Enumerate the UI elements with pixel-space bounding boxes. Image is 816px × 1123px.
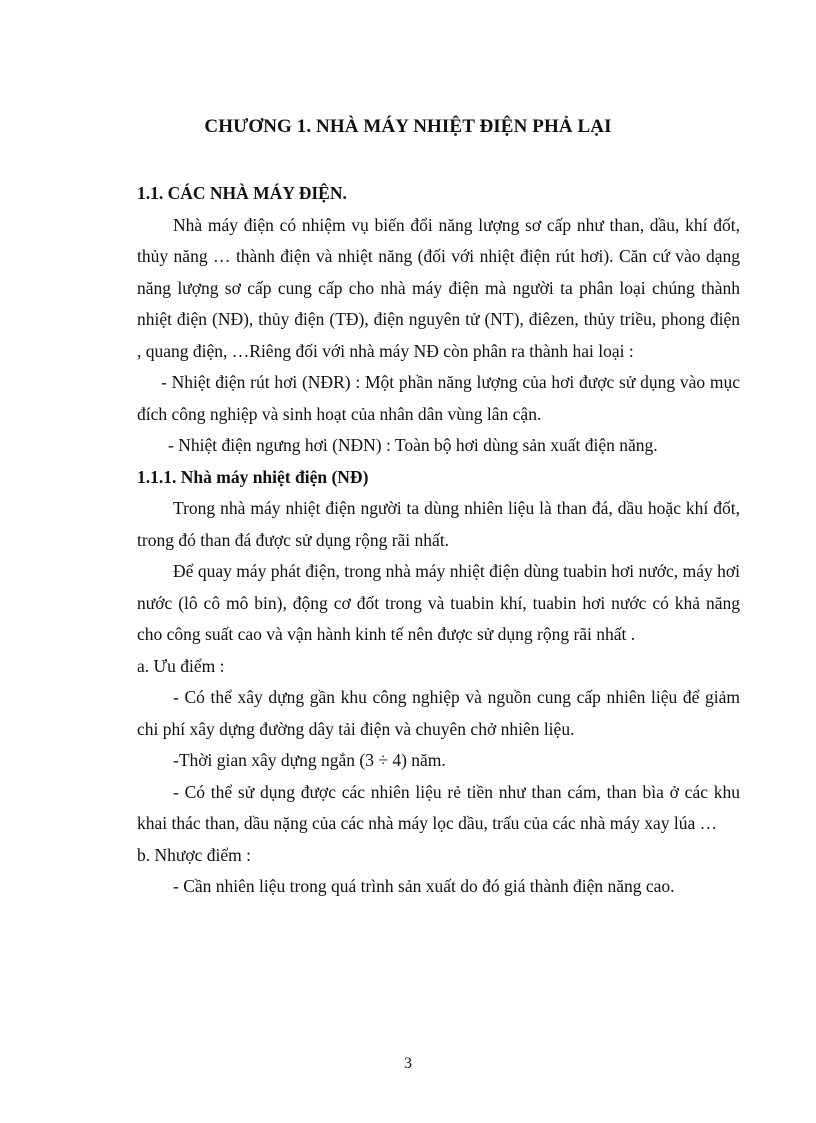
- document-body: [137, 178, 740, 903]
- list-item-ndr: - Nhiệt điện rút hơi (NĐR) : Một phần năng lượng của hơi được sử dụng vào mục đích công nghiệp và sinh hoạt của nhân dân vùng lân cận.: [137, 372, 740, 424]
- paragraph-fuel: Trong nhà máy nhiệt điện người ta dùng nhiên liệu là than đá, dầu hoặc khí đốt, trong đó than đá được sử dụng rộng rãi nhất.: [137, 498, 740, 550]
- disadvantage-item-1: - Cần nhiên liệu trong quá trình sản xuất do đó giá thành điện năng cao.: [173, 876, 675, 896]
- advantage-item-1: - Có thể xây dựng gần khu công nghiệp và nguồn cung cấp nhiên liệu để giảm chi phí xây dựng đường dây tải điện và chuyên chở nhiên liệu.: [137, 687, 740, 739]
- list-item-ndn: - Nhiệt điện ngưng hơi (NĐN) : Toàn bộ hơi dùng sản xuất điện năng.: [168, 435, 658, 455]
- chapter-title: CHƯƠNG 1. NHÀ MÁY NHIỆT ĐIỆN PHẢ LẠI: [204, 116, 612, 137]
- section-heading-1-1: 1.1. CÁC NHÀ MÁY ĐIỆN.: [137, 183, 347, 203]
- paragraph-turbine: Để quay máy phát điện, trong nhà máy nhiệt điện dùng tuabin hơi nước, máy hơi nước (lô cô mô bin), động cơ đốt trong và tuabin khí, tuabin hơi nước có khả năng cho công suất cao và vận hành kinh tế nên được sử dụng rộng rãi nhất .: [137, 561, 740, 644]
- advantage-item-2: -Thời gian xây dựng ngắn (3 ÷ 4) năm.: [173, 750, 446, 770]
- advantage-item-3: - Có thể sử dụng được các nhiên liệu rẻ tiền như than cám, than bìa ở các khu khai thác than, dầu nặng của các nhà máy lọc dầu, trấu của các nhà máy xay lúa …: [137, 781, 740, 833]
- advantages-heading: a. Ưu điểm :: [137, 655, 225, 676]
- disadvantages-heading: b. Nhược điểm :: [137, 844, 251, 865]
- section-heading-1-1-1: 1.1.1. Nhà máy nhiệt điện (NĐ): [137, 466, 369, 487]
- paragraph-intro: Nhà máy điện có nhiệm vụ biến đổi năng lượng sơ cấp như than, dầu, khí đốt, thủy năng … thành điện và nhiệt năng (đối với nhiệt điện rút hơi). Căn cứ vào dạng năng lượng sơ cấp cung cấp cho nhà máy điện mà người ta phân loại chúng thành nhiệt điện (NĐ), thủy điện (TĐ), điện nguyên tử (NT), điêzen, thủy triều, phong điện , quang điện, …Riêng đối với nhà máy NĐ còn phân ra thành hai loại :: [137, 214, 740, 361]
- page-number: 3: [404, 1055, 412, 1072]
